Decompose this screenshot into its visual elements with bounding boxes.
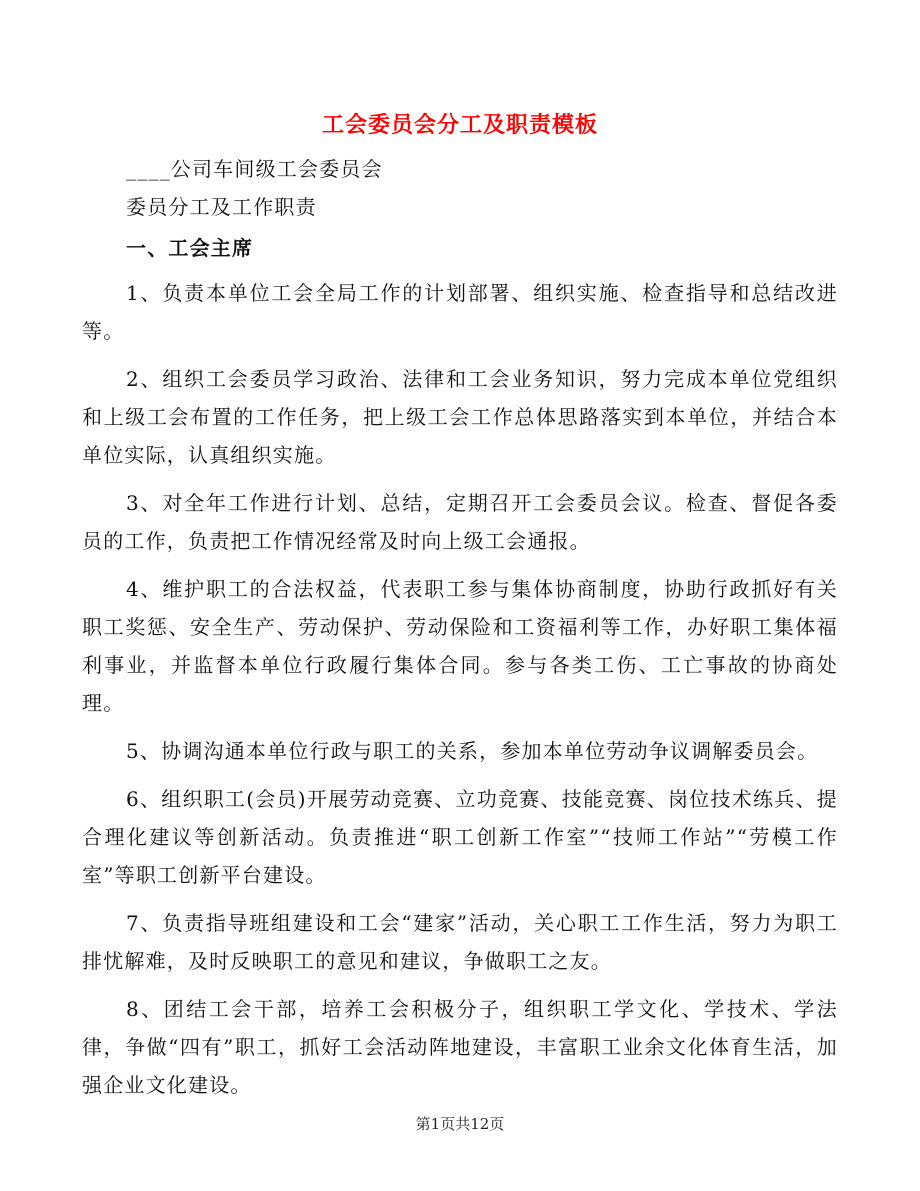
duty-paragraph-2: 2、组织工会委员学习政治、法律和工会业务知识，努力完成本单位党组织和上级工会布置的工作任务，把上级工会工作总体思路落实到本单位，并结合本单位实际，认真组织实施。: [82, 367, 838, 467]
document-body: [82, 150, 838, 1114]
page-number-footer: 第1页共12页: [415, 1115, 505, 1133]
duty-paragraph-7: 7、负责指导班组建设和工会“建家”活动，关心职工工作生活，努力为职工排忧解难，及时反映职工的意见和建议，争做职工之友。: [82, 911, 838, 973]
organization-line: ____公司车间级工会委员会: [126, 157, 383, 181]
duty-paragraph-3: 3、对全年工作进行计划、总结，定期召开工会委员会议。检查、督促各委员的工作，负责把工作情况经常及时向上级工会通报。: [82, 491, 838, 553]
document-subtitle: 委员分工及工作职责: [126, 195, 317, 219]
duty-paragraph-6: 6、组织职工(会员)开展劳动竞赛、立功竞赛、技能竞赛、岗位技术练兵、提合理化建议等创新活动。负责推进“职工创新工作室”“技师工作站”“劳模工作室”等职工创新平台建设。: [82, 787, 838, 887]
duty-paragraph-4: 4、维护职工的合法权益，代表职工参与集体协商制度，协助行政抓好有关职工奖惩、安全生产、劳动保护、劳动保险和工资福利等工作，办好职工集体福利事业，并监督本单位行政履行集体合同。参与各类工伤、工亡事故的协商处理。: [82, 577, 838, 715]
duty-paragraph-1: 1、负责本单位工会全局工作的计划部署、组织实施、检查指导和总结改进等。: [82, 281, 838, 343]
duty-paragraph-8: 8、团结工会干部，培养工会积极分子，组织职工学文化、学技术、学法律，争做“四有”职工，抓好工会活动阵地建设，丰富职工业余文化体育生活，加强企业文化建设。: [82, 997, 838, 1097]
duty-paragraph-5: 5、协调沟通本单位行政与职工的关系，参加本单位劳动争议调解委员会。: [126, 739, 819, 763]
document-title: 工会委员会分工及职责模板: [321, 112, 598, 138]
section-heading: 一、工会主席: [126, 236, 254, 260]
